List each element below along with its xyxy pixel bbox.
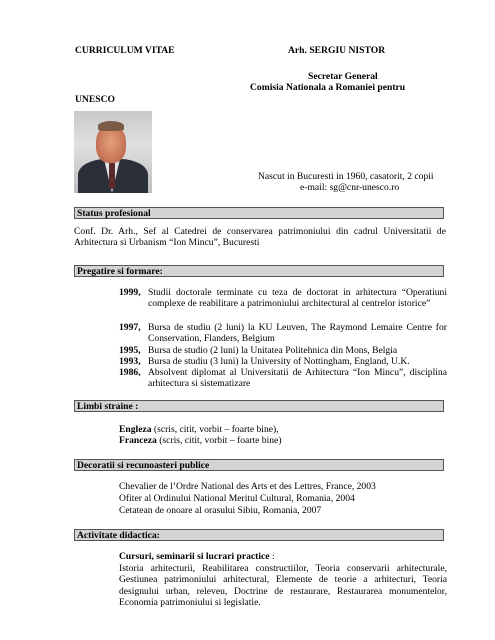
education-year: 1995, <box>119 345 141 356</box>
section-teaching-header <box>74 529 444 541</box>
email: e-mail: sg@cnr-unesco.ro <box>300 182 400 193</box>
education-text: Absolvent diplomat al Universitatii de Arhitectura “Ion Mincu”, disciplina arhitectura si sistematizare <box>148 367 447 390</box>
portrait-photo <box>74 111 152 193</box>
education-entry <box>119 322 447 345</box>
education-entry <box>119 345 447 356</box>
award-item: Ofiter al Ordinului National Meritul Cultural, Romania, 2004 <box>119 493 355 504</box>
section-awards-title: Decoratii si recunoasteri publice <box>77 460 210 471</box>
education-entry <box>119 287 447 310</box>
education-year: 1997, <box>119 322 141 333</box>
teaching-subtitle-suffix: : <box>269 551 275 562</box>
photo-tie <box>109 163 115 189</box>
language-detail: (scris, citit, vorbit – foarte bine), <box>151 424 279 435</box>
photo-hair <box>98 121 124 131</box>
language-detail: (scris, citit, vorbit – foarte bine) <box>156 435 282 446</box>
teaching-text: Istoria arhitecturii, Reabilitarea constructiilor, Teoria conservarii arhitecturale, Gestiunea patrimoniului arhitectural, Elemente de teorie a arhitecturi, Teoria designului urban, releveu, Doctrine de restaurare, Restaurarea monumentelor, Economia patrimoniului si legislatie. <box>119 563 447 608</box>
section-teaching-title: Activitate didactica: <box>77 530 160 541</box>
education-entry <box>119 367 447 390</box>
education-year: 1999, <box>119 287 141 298</box>
cv-title: CURRICULUM VITAE <box>75 45 175 56</box>
teaching-subtitle-line <box>119 551 275 562</box>
language-name: Engleza <box>119 424 152 435</box>
education-year: 1986, <box>119 367 141 378</box>
award-item: Cetatean de onoare al orasului Sibiu, Romania, 2007 <box>119 505 322 516</box>
language-item <box>119 424 279 435</box>
language-item <box>119 435 282 446</box>
teaching-subtitle: Cursuri, seminarii si lucrari practice <box>119 551 270 562</box>
status-text: Conf. Dr. Arh., Sef al Catedrei de conservarea patrimoniului din cadrul Universitatii de Arhitectura si Urbanism “Ion Mincu”, Bucuresti <box>74 226 446 249</box>
role-organization-end: UNESCO <box>75 94 115 105</box>
section-education-title: Pregatire si formare: <box>77 266 163 277</box>
role-title: Secretar General <box>308 71 378 82</box>
education-text: Bursa de studio (2 luni) la Unitatea Politehnica din Mons, Belgia <box>148 345 398 356</box>
section-status-header <box>74 207 444 219</box>
education-text: Bursa de studiu (3 luni) la University of Nottingham, England, U.K. <box>148 356 410 367</box>
person-name: Arh. SERGIU NISTOR <box>288 45 386 56</box>
section-education-header <box>74 265 444 277</box>
section-awards-header <box>74 459 444 471</box>
role-organization: Comisia Nationala a Romaniei pentru <box>250 82 406 93</box>
education-text: Studii doctorale terminate cu teza de doctorat in arhitectura “Operatiuni complexe de reabilitare a patrimoniului architectural al centrelor istorice” <box>148 287 447 310</box>
education-year: 1993, <box>119 356 141 367</box>
education-entry <box>119 356 447 367</box>
language-name: Franceza <box>119 435 157 446</box>
section-languages-title: Limbi straine : <box>77 401 139 412</box>
birth-info: Nascut in Bucuresti in 1960, casatorit, 2 copii <box>258 171 434 182</box>
section-languages-header <box>74 400 444 412</box>
education-text: Bursa de studiu (2 luni) la KU Leuven, The Raymond Lemaire Centre for Conservation, Flanders, Belgium <box>148 322 447 345</box>
award-item: Chevalier de l’Ordre National des Arts et des Lettres, France, 2003 <box>119 481 376 492</box>
section-status-title: Status profesional <box>77 208 151 219</box>
